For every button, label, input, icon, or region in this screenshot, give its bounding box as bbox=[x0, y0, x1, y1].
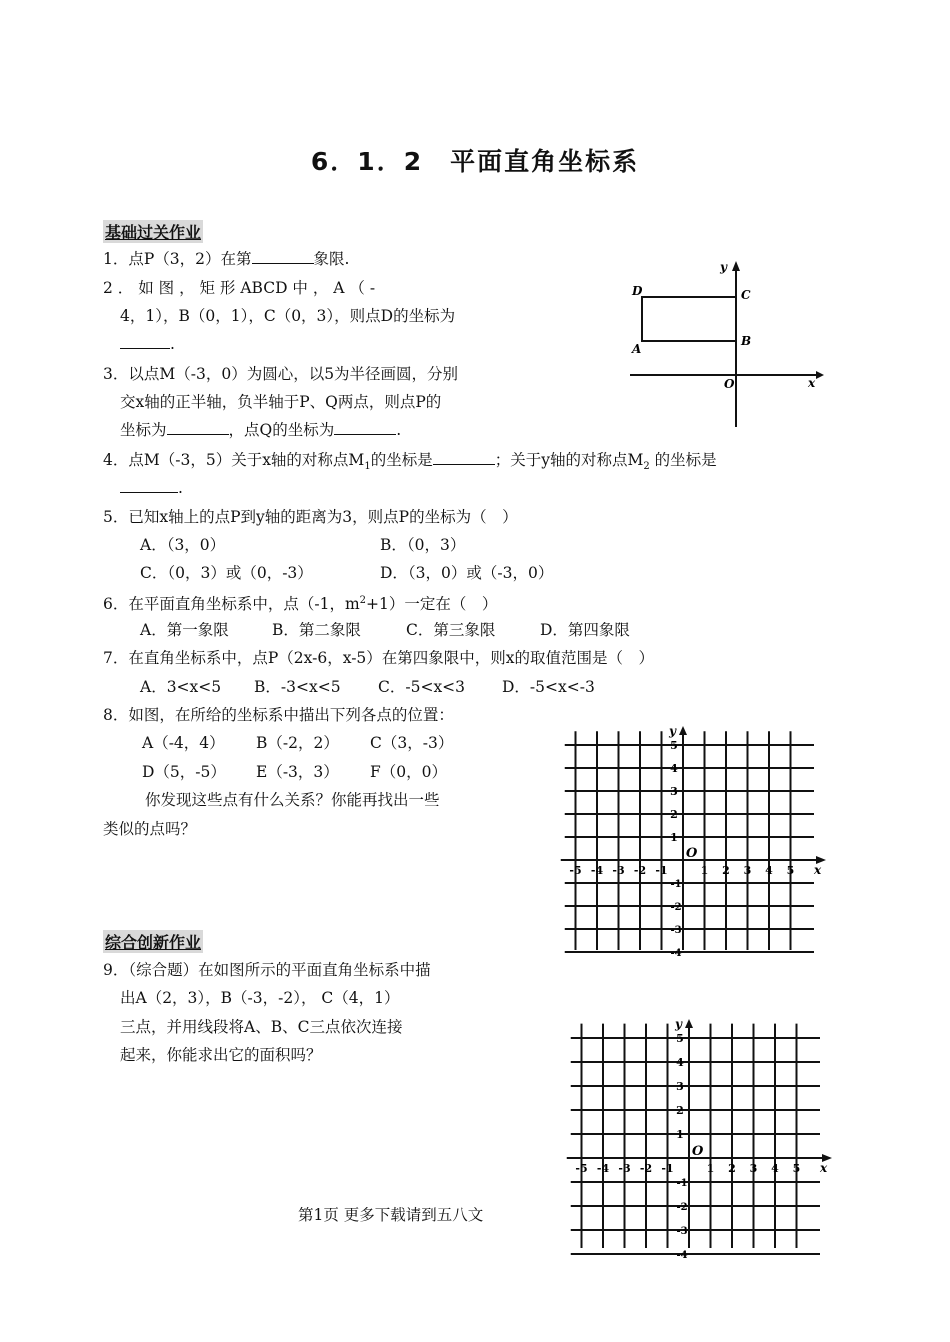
y-axis-label: y bbox=[669, 724, 676, 738]
x-axis-arrow-icon bbox=[816, 371, 824, 379]
x-tick-label: -2 bbox=[639, 1162, 653, 1175]
x-tick-label: 1 bbox=[700, 864, 709, 877]
y-tick-label: 2 bbox=[670, 808, 678, 821]
label-x: x bbox=[808, 376, 816, 390]
y-tick-label: 3 bbox=[670, 785, 678, 798]
y-axis-arrow-icon bbox=[732, 261, 740, 271]
y-axis-arrow-icon bbox=[679, 726, 687, 735]
q5-option-d[interactable]: D．（3，0）或（-3，0） bbox=[380, 564, 554, 582]
question-2-line2: 4，1），B（0，1），C（0，3），则点D的坐标为 bbox=[120, 307, 456, 325]
y-tick-label: -3 bbox=[670, 925, 682, 936]
x-tick-label: 5 bbox=[792, 1162, 801, 1175]
y-axis-label: y bbox=[675, 1017, 682, 1031]
q8-point-e: E（-3，3） bbox=[256, 763, 339, 781]
x-tick-label: 3 bbox=[743, 864, 752, 877]
q7-option-b[interactable]: B．-3<x<5 bbox=[254, 678, 341, 696]
q6-option-d[interactable]: D．第四象限 bbox=[540, 621, 630, 639]
question-5-stem: 5．已知x轴上的点P到y轴的距离为3，则点P的坐标为（ ） bbox=[103, 508, 518, 526]
x-tick-label: 2 bbox=[728, 1162, 736, 1175]
rectangle-abcd-figure bbox=[620, 255, 825, 430]
q1-text-end: 象限. bbox=[313, 250, 350, 268]
coordinate-grid-q9[interactable] bbox=[572, 1017, 834, 1261]
q7-option-c[interactable]: C．-5<x<3 bbox=[378, 678, 466, 696]
label-b: B bbox=[741, 334, 752, 348]
x-tick-label: 3 bbox=[749, 1162, 758, 1175]
q7-option-a[interactable]: A．3<x<5 bbox=[140, 678, 222, 696]
y-tick-label: 1 bbox=[670, 831, 678, 844]
label-c: C bbox=[741, 288, 751, 302]
question-9-line3: 三点，并用线段将A、B、C三点依次连接 bbox=[120, 1018, 403, 1036]
answer-blank[interactable] bbox=[433, 450, 495, 465]
y-tick-label: -1 bbox=[670, 879, 682, 890]
label-d: D bbox=[632, 284, 643, 298]
question-8-line3: 你发现这些点有什么关系？你能再找出一些 bbox=[145, 791, 440, 809]
answer-blank[interactable] bbox=[120, 334, 170, 349]
y-tick-label: -4 bbox=[676, 1250, 688, 1261]
x-tick-label: 2 bbox=[722, 864, 730, 877]
x-tick-label: 1 bbox=[706, 1162, 715, 1175]
q6-option-a[interactable]: A．第一象限 bbox=[140, 621, 229, 639]
q5-option-c[interactable]: C．（0，3）或（0，-3） bbox=[140, 564, 313, 582]
question-8-stem: 8．如图，在所给的坐标系中描出下列各点的位置： bbox=[103, 706, 454, 724]
q8-point-b: B（-2，2） bbox=[256, 734, 339, 752]
y-tick-label: 5 bbox=[676, 1032, 684, 1045]
x-tick-label: 4 bbox=[771, 1162, 779, 1175]
y-tick-label: -1 bbox=[676, 1178, 688, 1189]
q7-option-d[interactable]: D．-5<x<-3 bbox=[502, 678, 595, 696]
y-tick-label: 5 bbox=[670, 739, 678, 752]
y-axis-arrow-icon bbox=[685, 1019, 693, 1028]
q5-option-a[interactable]: A．（3，0） bbox=[140, 536, 226, 554]
answer-blank[interactable] bbox=[120, 478, 178, 493]
y-tick-label: -4 bbox=[670, 948, 682, 959]
y-tick-label: -2 bbox=[670, 902, 682, 913]
answer-blank[interactable] bbox=[167, 420, 229, 435]
question-4-line2: . bbox=[120, 478, 183, 498]
question-8-line4: 类似的点吗？ bbox=[103, 820, 197, 838]
x-tick-label: -4 bbox=[590, 864, 604, 877]
section-heading-comprehensive: 综合创新作业 bbox=[103, 930, 203, 953]
y-tick-label: 1 bbox=[676, 1128, 684, 1141]
q1-text: 1．点P（3，2）在第 bbox=[103, 250, 252, 268]
question-2-line3: . bbox=[120, 334, 175, 354]
q6-option-c[interactable]: C．第三象限 bbox=[406, 621, 496, 639]
x-tick-label: -5 bbox=[569, 864, 582, 877]
q8-point-f: F（0，0） bbox=[370, 763, 447, 781]
x-tick-label: -2 bbox=[633, 864, 647, 877]
q8-point-d: D（5，-5） bbox=[142, 763, 226, 781]
y-tick-label: 2 bbox=[676, 1104, 684, 1117]
q6-option-b[interactable]: B．第二象限 bbox=[272, 621, 361, 639]
q8-point-a: A（-4，4） bbox=[142, 734, 225, 752]
label-origin: O bbox=[724, 377, 735, 391]
page-footer: 第1页 更多下载请到五八文 bbox=[298, 1206, 484, 1224]
coordinate-grid-q8[interactable] bbox=[566, 724, 828, 959]
y-tick-label: 4 bbox=[676, 1056, 684, 1069]
answer-blank[interactable] bbox=[252, 249, 314, 264]
q8-point-c: C（3，-3） bbox=[370, 734, 454, 752]
x-tick-label: -3 bbox=[618, 1162, 631, 1175]
question-7-stem: 7．在直角坐标系中，点P（2x-6，x-5）在第四象限中，则x的取值范围是（ ） bbox=[103, 649, 655, 667]
question-4-line1: 4．点M（-3，5）关于x轴的对称点$M_1$的坐标是 ；关于y轴的对称点$M_2$ 的坐标是 bbox=[103, 451, 717, 473]
q5-option-b[interactable]: B．（0，3） bbox=[380, 536, 466, 554]
question-3-line1: 3．以点M（-3，0）为圆心，以5为半径画圆，分别 bbox=[103, 365, 459, 383]
y-tick-label: 4 bbox=[670, 762, 678, 775]
x-axis-label: x bbox=[814, 863, 822, 877]
y-tick-label: 3 bbox=[676, 1080, 684, 1093]
x-tick-label: -1 bbox=[655, 864, 668, 877]
section-heading-basic: 基础过关作业 bbox=[103, 220, 203, 243]
question-3-line2: 交x轴的正半轴，负半轴于P、Q两点，则点P的 bbox=[120, 393, 442, 411]
question-3-line3: 坐标为 ，点Q的坐标为 . bbox=[120, 421, 402, 439]
origin-label: O bbox=[692, 1144, 704, 1159]
answer-blank[interactable] bbox=[334, 420, 396, 435]
y-tick-label: -2 bbox=[676, 1202, 688, 1213]
x-tick-label: -5 bbox=[575, 1162, 588, 1175]
rectangle-abcd bbox=[642, 297, 736, 341]
question-1 bbox=[103, 249, 349, 269]
y-tick-label: -3 bbox=[676, 1226, 688, 1237]
question-6-stem: 6．在平面直角坐标系中，点（-1，$m^2+1$）一定在（ ） bbox=[103, 595, 498, 614]
question-9-line2: 出A（2，3），B（-3，-2）， C（4，1） bbox=[120, 989, 400, 1007]
origin-label: O bbox=[686, 846, 698, 861]
x-tick-label: -1 bbox=[661, 1162, 674, 1175]
label-a: A bbox=[632, 342, 642, 356]
question-2-line1: 2 ． 如 图 ， 矩 形 ABCD 中 ， A （ - bbox=[103, 279, 376, 297]
x-tick-label: -3 bbox=[612, 864, 625, 877]
question-9-line4: 起来，你能求出它的面积吗？ bbox=[120, 1046, 322, 1064]
x-axis-label: x bbox=[820, 1161, 828, 1175]
x-tick-label: 4 bbox=[765, 864, 773, 877]
x-tick-label: 5 bbox=[786, 864, 795, 877]
question-9-line1: 9．（综合题）在如图所示的平面直角坐标系中描 bbox=[103, 961, 431, 979]
x-tick-label: -4 bbox=[596, 1162, 610, 1175]
page-title: 6．1．2 平面直角坐标系 bbox=[310, 147, 640, 176]
label-y: y bbox=[720, 260, 727, 274]
